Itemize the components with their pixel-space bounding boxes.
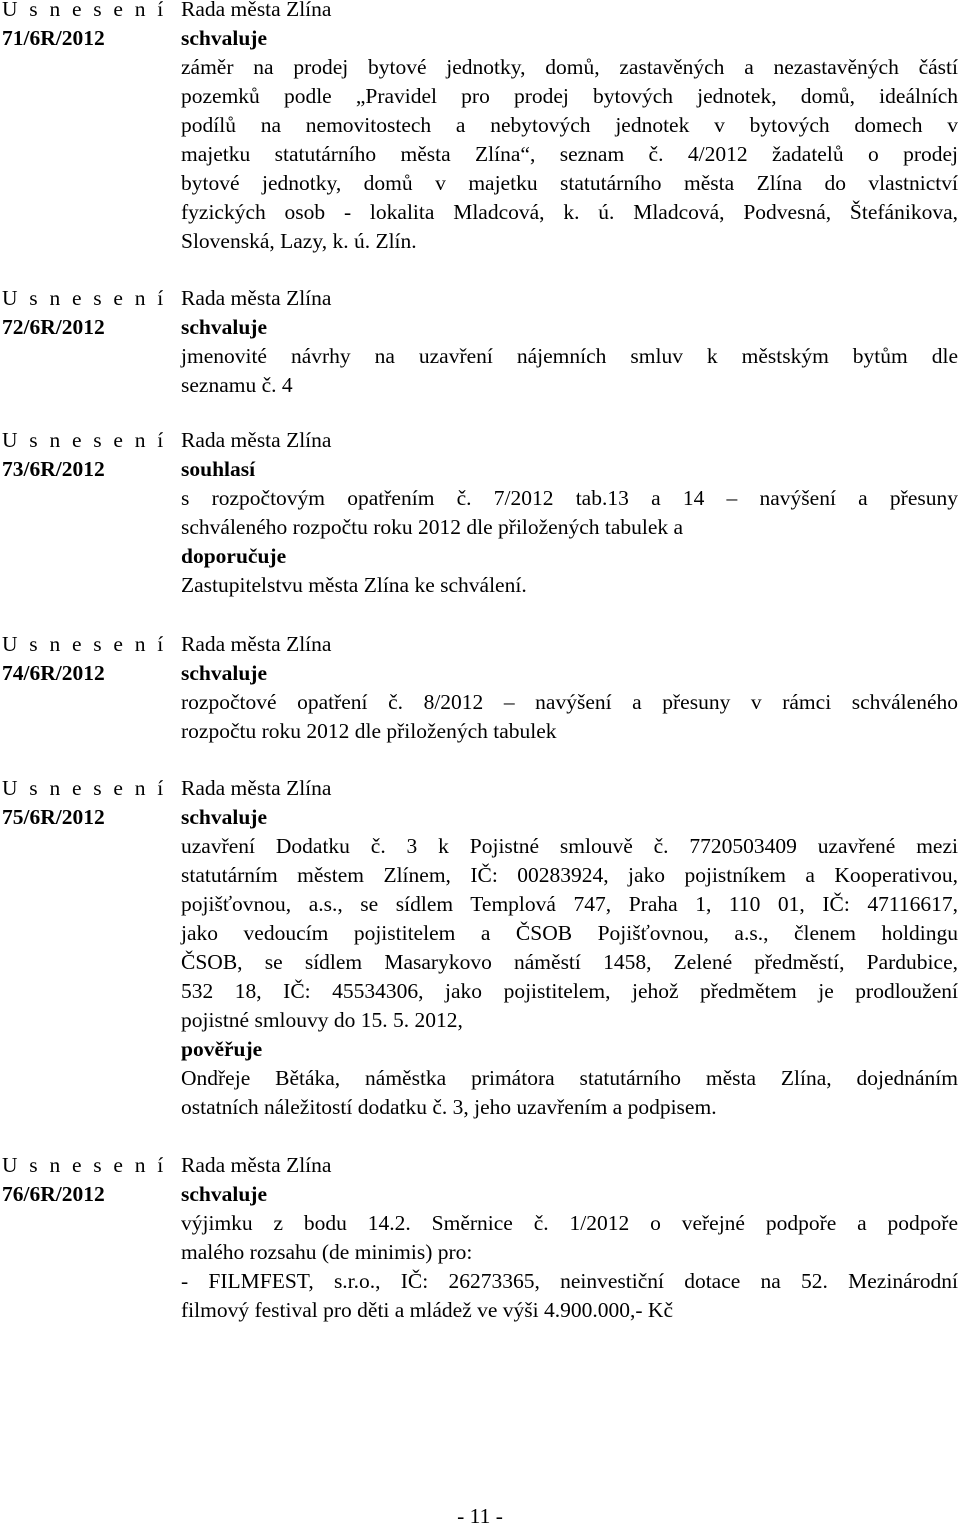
text-line: bytové jednotky, domů v majetku statutárního města Zlína do vlastnictví xyxy=(181,171,958,195)
resolution-number: 72/6R/2012 xyxy=(2,315,105,339)
text-line: výjimku z bodu 14.2. Směrnice č. 1/2012 o veřejné podpoře a podpoře xyxy=(181,1211,958,1235)
resolution-content xyxy=(181,1151,958,1325)
text-line: Slovenská, Lazy, k. ú. Zlín. xyxy=(181,229,417,253)
resolution-label xyxy=(2,426,172,484)
text-line: - FILMFEST, s.r.o., IČ: 26273365, neinvestiční dotace na 52. Mezinárodní xyxy=(181,1269,958,1293)
resolution-heading: U s n e s e n í xyxy=(2,286,167,310)
text-line: jmenovité návrhy na uzavření nájemních smluv k městským bytům dle xyxy=(181,344,958,368)
text-line: ČSOB, se sídlem Masarykovo náměstí 1458, Zelené předměstí, Pardubice, xyxy=(181,950,958,974)
resolution-label xyxy=(2,630,172,688)
text-line: statutárním městem Zlínem, IČ: 00283924, jako pojistníkem a Kooperativou, xyxy=(181,863,958,887)
resolution-body: Rada města Zlína xyxy=(181,632,332,656)
text-line: majetku statutárního města Zlína“, seznam č. 4/2012 žadatelů o prodej xyxy=(181,142,958,166)
resolution-body: Rada města Zlína xyxy=(181,776,332,800)
resolution-verb: schvaluje xyxy=(181,1182,267,1206)
text-line: ostatních náležitostí dodatku č. 3, jeho uzavřením a podpisem. xyxy=(181,1095,717,1119)
resolution-content xyxy=(181,0,958,256)
text-line: pozemků podle „Pravidel pro prodej bytových jednotek, domů, ideálních xyxy=(181,84,958,108)
text-line: schváleného rozpočtu roku 2012 dle přiložených tabulek a xyxy=(181,515,684,539)
resolution-heading: U s n e s e n í xyxy=(2,776,167,800)
text-line: malého rozsahu (de minimis) pro: xyxy=(181,1240,473,1264)
resolution-label xyxy=(2,1151,172,1209)
resolution-number: 75/6R/2012 xyxy=(2,805,105,829)
text-line: pojistné smlouvy do 15. 5. 2012, xyxy=(181,1008,463,1032)
resolution-content xyxy=(181,630,958,746)
resolution-label xyxy=(2,774,172,832)
text-line: jako vedoucím pojistitelem a ČSOB Pojišťovnou, a.s., členem holdingu xyxy=(181,921,958,945)
text-line: filmový festival pro děti a mládež ve výši 4.900.000,- Kč xyxy=(181,1298,673,1322)
resolution-heading: U s n e s e n í xyxy=(2,428,167,452)
resolution-content xyxy=(181,284,958,400)
text-line: pojišťovnou, a.s., se sídlem Templová 747, Praha 1, 110 01, IČ: 47116617, xyxy=(181,892,958,916)
resolution-heading: U s n e s e n í xyxy=(2,632,167,656)
text-line: seznamu č. 4 xyxy=(181,373,293,397)
resolution-verb: schvaluje xyxy=(181,315,267,339)
resolution-verb: souhlasí xyxy=(181,457,256,481)
text-line: záměr na prodej bytové jednotky, domů, zastavěných a nezastavěných částí xyxy=(181,55,958,79)
resolution-body: Rada města Zlína xyxy=(181,1153,332,1177)
resolution-label xyxy=(2,0,172,53)
resolution-number: 74/6R/2012 xyxy=(2,661,105,685)
resolution-body: Rada města Zlína xyxy=(181,286,332,310)
resolution-heading: U s n e s e n í xyxy=(2,1153,167,1177)
resolution-body: Rada města Zlína xyxy=(181,428,332,452)
page-number: - 11 - xyxy=(457,1504,503,1528)
resolution-verb: schvaluje xyxy=(181,661,267,685)
resolution-number: 73/6R/2012 xyxy=(2,457,105,481)
text-line: s rozpočtovým opatřením č. 7/2012 tab.13 a 14 – navýšení a přesuny xyxy=(181,486,958,510)
resolution-content xyxy=(181,774,958,1122)
text-line: fyzických osob - lokalita Mladcová, k. ú. Mladcová, Podvesná, Štefánikova, xyxy=(181,200,958,224)
resolution-content xyxy=(181,426,958,600)
resolution-heading: U s n e s e n í xyxy=(2,0,167,21)
text-line: rozpočtové opatření č. 8/2012 – navýšení a přesuny v rámci schváleného xyxy=(181,690,958,714)
text-line: 532 18, IČ: 45534306, jako pojistitelem, jehož předmětem je prodloužení xyxy=(181,979,958,1003)
resolution-body: Rada města Zlína xyxy=(181,0,332,21)
resolution-verb-secondary: pověřuje xyxy=(181,1037,263,1061)
resolution-number: 71/6R/2012 xyxy=(2,26,105,50)
resolution-verb-secondary: doporučuje xyxy=(181,544,287,568)
text-line: rozpočtu roku 2012 dle přiložených tabulek xyxy=(181,719,557,743)
resolution-label xyxy=(2,284,172,342)
resolution-verb: schvaluje xyxy=(181,26,267,50)
resolution-number: 76/6R/2012 xyxy=(2,1182,105,1206)
resolution-verb: schvaluje xyxy=(181,805,267,829)
text-line: uzavření Dodatku č. 3 k Pojistné smlouvě č. 7720503409 uzavřené mezi xyxy=(181,834,958,858)
text-line: podílů na nemovitostech a nebytových jednotek v bytových domech v xyxy=(181,113,958,137)
text-line: Zastupitelstvu města Zlína ke schválení. xyxy=(181,573,527,597)
text-line: Ondřeje Bětáka, náměstka primátora statutárního města Zlína, dojednáním xyxy=(181,1066,958,1090)
